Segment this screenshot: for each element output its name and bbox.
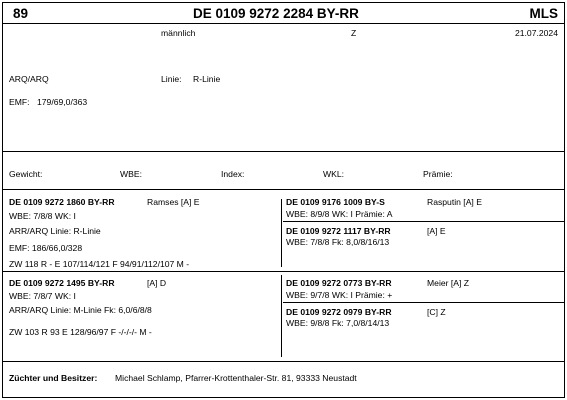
info-divider xyxy=(3,151,564,152)
sire-sire-id: DE 0109 9176 1009 BY-S xyxy=(286,197,385,207)
dam-genetics: ARR/ARQ Linie: M-Linie Fk: 6,0/6/8/8 xyxy=(9,305,152,315)
dam-sire-name: Meier [A] Z xyxy=(427,278,470,288)
sire-wbe: WBE: 7/8/8 WK: I xyxy=(9,211,76,221)
emf-label: EMF: xyxy=(9,97,30,107)
sire-dam-id: DE 0109 9272 1117 BY-RR xyxy=(286,226,391,236)
genetics: ARQ/ARQ xyxy=(9,74,49,84)
praemie-label: Prämie: xyxy=(423,169,453,179)
dam-zw: ZW 103 R 93 E 128/96/97 F -/-/-/- M - xyxy=(9,327,152,337)
sire-emf: EMF: 186/66,0/328 xyxy=(9,243,83,253)
sire-zw: ZW 118 R - E 107/114/121 F 94/91/112/107 M - xyxy=(9,259,190,269)
sex: männlich xyxy=(161,28,196,38)
dam-name: [A] D xyxy=(147,278,167,288)
weight-label: Gewicht: xyxy=(9,169,43,179)
header-divider xyxy=(3,23,564,24)
sire-dam-name: [A] E xyxy=(427,226,446,236)
dam-dam-details: WBE: 9/8/8 Fk: 7,0/8/14/13 xyxy=(286,318,390,328)
dam-sire-details: WBE: 9/7/8 WK: I Prämie: + xyxy=(286,290,393,300)
dam-id: DE 0109 9272 1495 BY-RR xyxy=(9,278,115,288)
dam-sire-id: DE 0109 9272 0773 BY-RR xyxy=(286,278,392,288)
sire-name: Ramses [A] E xyxy=(147,197,200,207)
line-value: R-Linie xyxy=(193,74,221,84)
sire-genetics: ARR/ARQ Linie: R-Linie xyxy=(9,226,101,236)
sire-grandparents-divider xyxy=(283,221,564,222)
dam-parents-divider xyxy=(281,275,282,357)
sire-sire-name: Rasputin [A] E xyxy=(427,197,482,207)
index-label: Index: xyxy=(221,169,245,179)
dam-grandparents-divider xyxy=(283,302,564,303)
catalog-number: 89 xyxy=(13,6,29,21)
category: Z xyxy=(351,28,357,38)
pedigree-top-divider xyxy=(3,189,564,190)
breeder-label: Züchter und Besitzer: xyxy=(9,373,98,383)
animal-card xyxy=(2,2,565,398)
emf-value: 179/69,0/363 xyxy=(37,97,88,107)
line-label: Linie: xyxy=(161,74,182,84)
sire-sire-details: WBE: 8/9/8 WK: I Prämie: A xyxy=(286,209,393,219)
pedigree-middle-divider xyxy=(3,271,564,272)
footer-divider xyxy=(3,361,564,362)
sire-parents-divider xyxy=(281,199,282,267)
breeder-value: Michael Schlamp, Pfarrer-Krottenthaler-Str. 81, 93333 Neustadt xyxy=(115,373,357,383)
breed-code: MLS xyxy=(529,6,558,21)
sire-id: DE 0109 9272 1860 BY-RR xyxy=(9,197,115,207)
dam-dam-name: [C] Z xyxy=(427,307,446,317)
wbe-label: WBE: xyxy=(120,169,142,179)
dam-wbe: WBE: 7/8/7 WK: I xyxy=(9,291,76,301)
dam-dam-id: DE 0109 9272 0979 BY-RR xyxy=(286,307,392,317)
wkl-label: WKL: xyxy=(323,169,345,179)
ring-id: DE 0109 9272 2284 BY-RR xyxy=(193,6,359,21)
sire-dam-details: WBE: 7/8/8 Fk: 8,0/8/16/13 xyxy=(286,237,390,247)
date: 21.07.2024 xyxy=(514,28,558,38)
